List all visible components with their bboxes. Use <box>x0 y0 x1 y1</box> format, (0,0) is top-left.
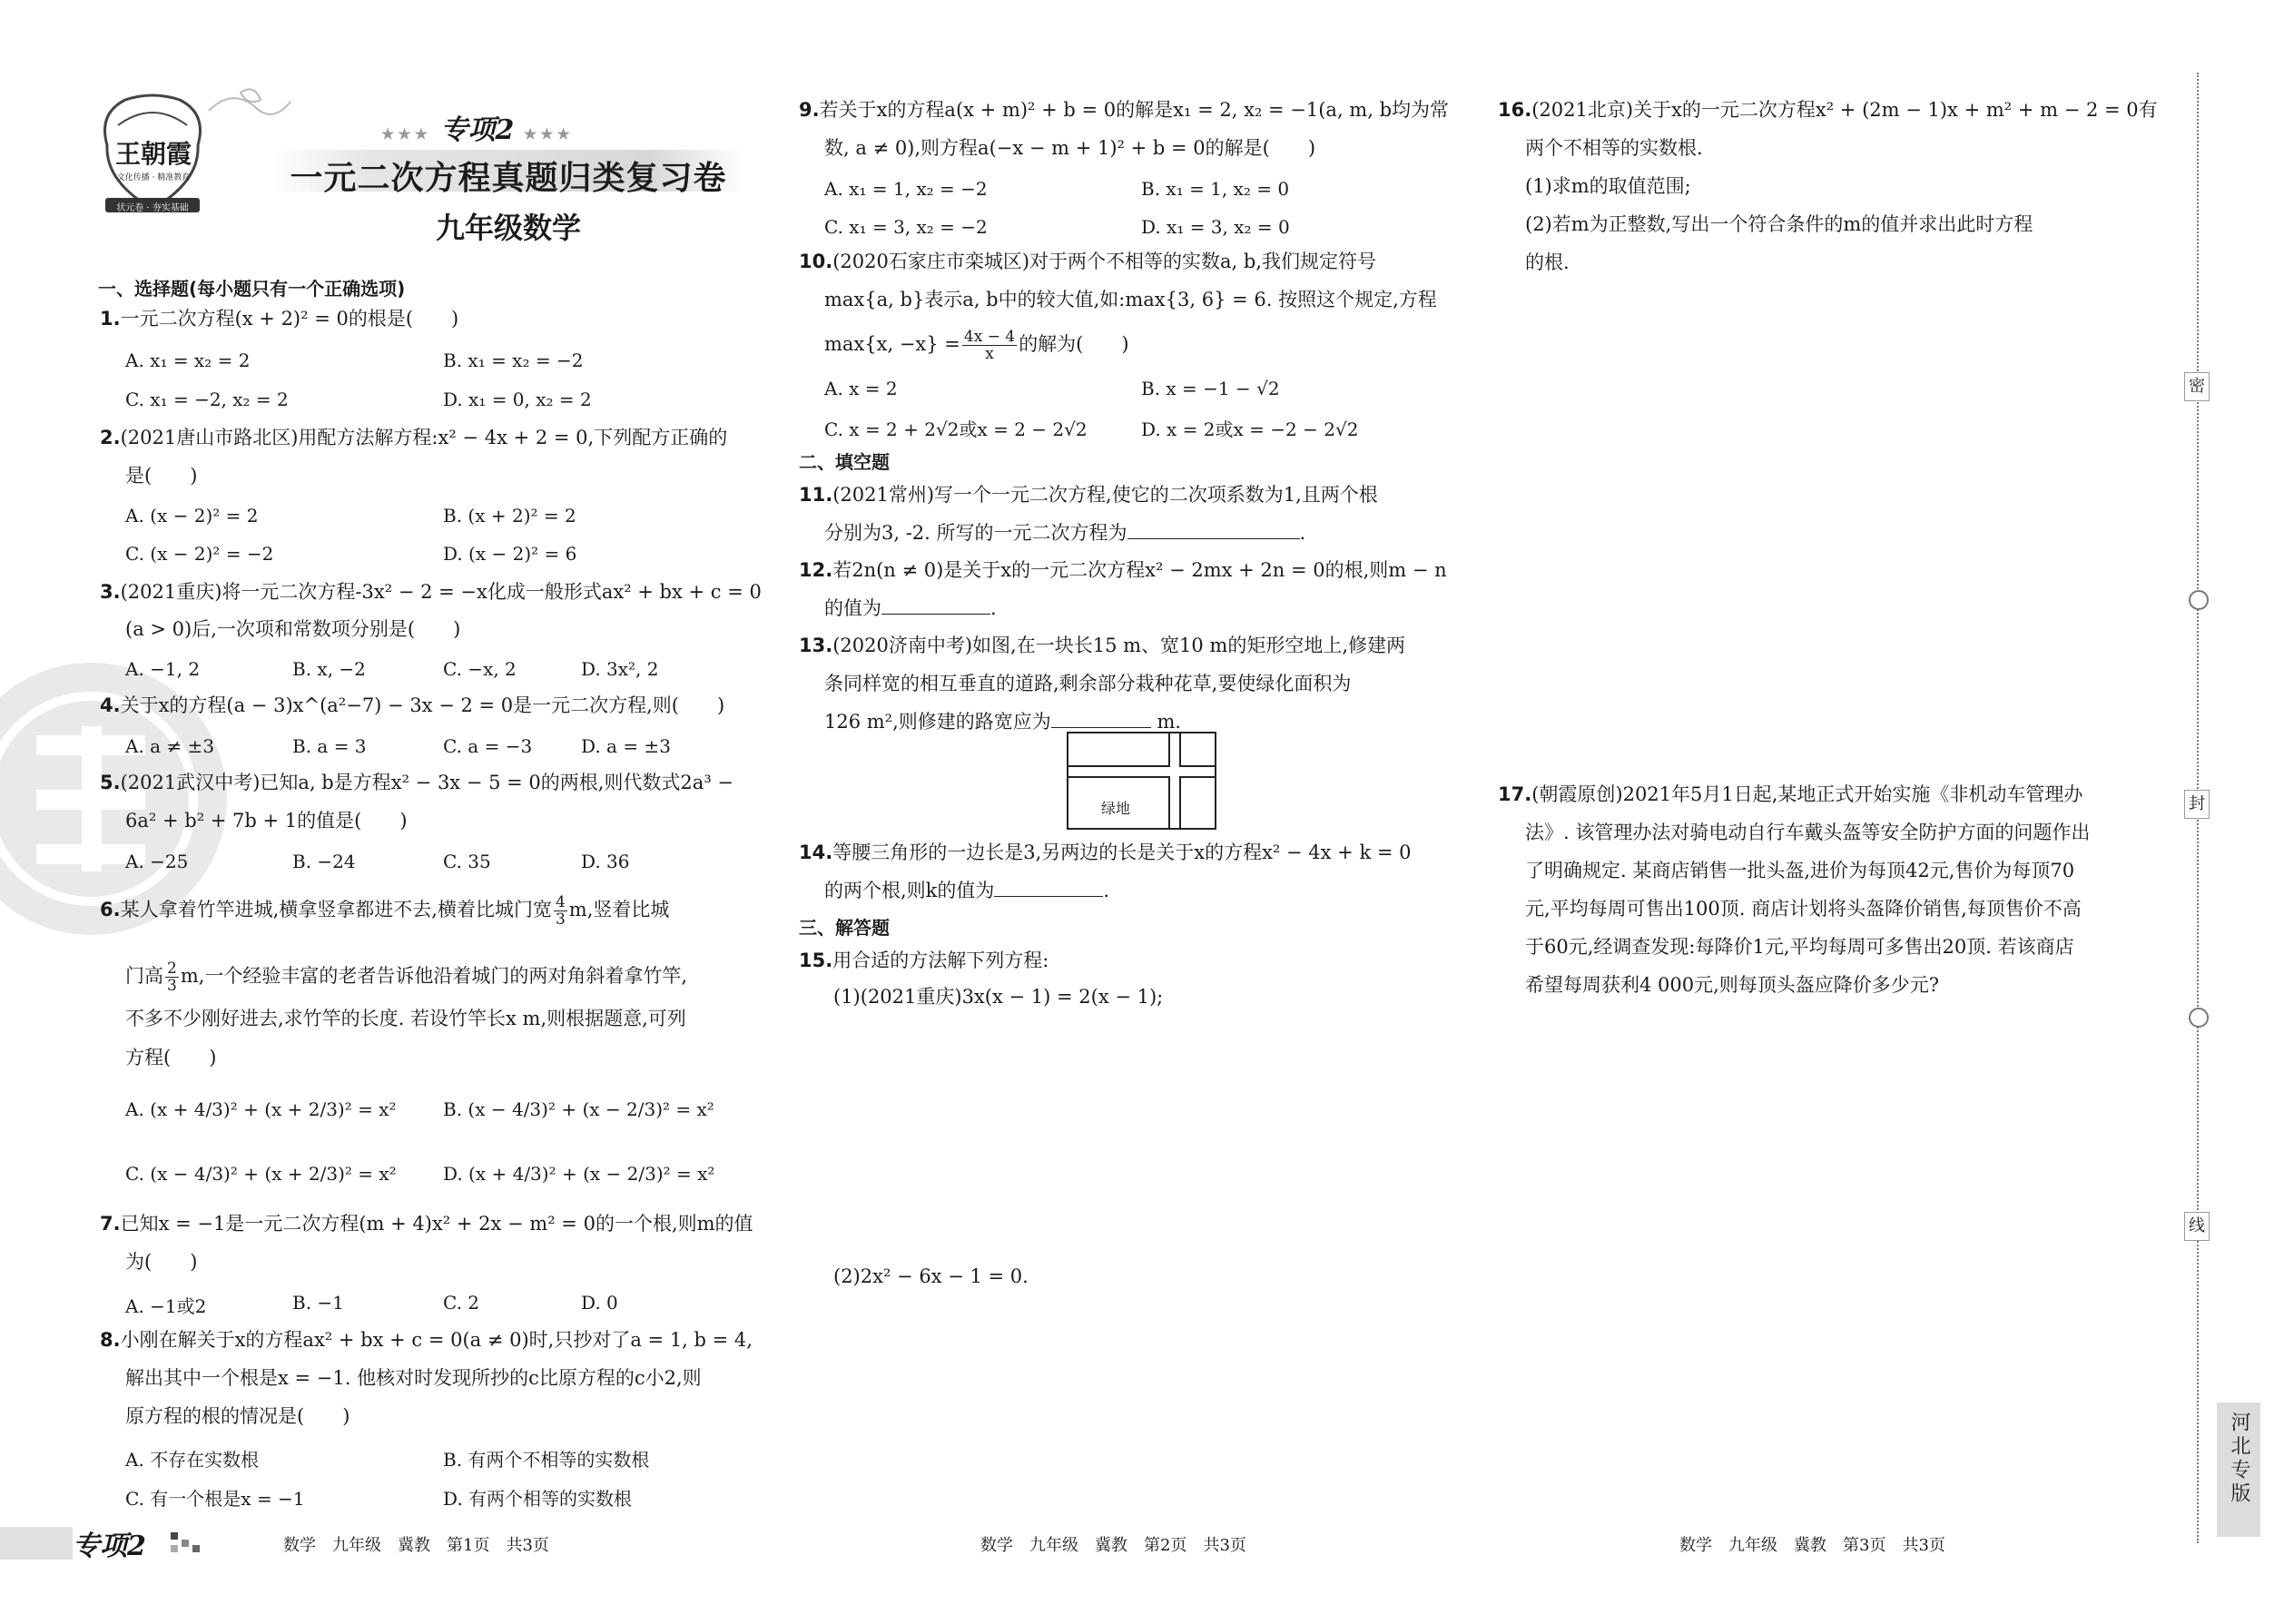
q7-option-b[interactable]: B. −1 <box>292 1292 344 1314</box>
binding-label-feng: 封 <box>2184 790 2210 819</box>
q1-option-a[interactable]: A. x₁ = x₂ = 2 <box>125 349 251 371</box>
q6-option-d[interactable]: D. (x + 4/3)² + (x − 2/3)² = x² <box>443 1163 715 1185</box>
logo-text: 王朝霞 <box>114 139 192 169</box>
q2-option-b[interactable]: B. (x + 2)² = 2 <box>443 505 576 527</box>
footer-page-2: 数学 九年级 冀教 第2页 共3页 <box>980 1536 1246 1555</box>
q6-option-c[interactable]: C. (x − 4/3)² + (x + 2/3)² = x² <box>125 1163 397 1185</box>
footer-badge-bar <box>0 1527 73 1560</box>
q10-option-b[interactable]: B. x = −1 − √2 <box>1141 378 1280 399</box>
q5-option-d[interactable]: D. 36 <box>581 851 630 872</box>
section-solve-heading: 三、解答题 <box>799 917 890 939</box>
answer-blank[interactable] <box>1051 709 1151 728</box>
section-choice-heading: 一、选择题(每小题只有一个正确选项) <box>98 278 406 300</box>
q7-option-d[interactable]: D. 0 <box>581 1292 618 1314</box>
q4-option-b[interactable]: B. a = 3 <box>292 735 367 757</box>
q8-option-a[interactable]: A. 不存在实数根 <box>125 1449 260 1471</box>
q15-part-2: (2)2x² − 6x − 1 = 0. <box>833 1265 1029 1287</box>
fraction: $\frac{4x - 4}{x}$ <box>963 328 1016 363</box>
q2-option-a[interactable]: A. (x − 2)² = 2 <box>125 505 259 527</box>
q4-option-a[interactable]: A. a ≠ ±3 <box>125 735 215 757</box>
q7-option-a[interactable]: A. −1或2 <box>125 1295 207 1317</box>
fraction: $\frac{4}{3}$ <box>555 893 566 929</box>
q3-option-d[interactable]: D. 3x², 2 <box>581 658 659 680</box>
ribbon-decoration-icon <box>204 84 295 138</box>
header-badge: ★★★ 专项2 ★★★ <box>381 114 574 146</box>
logo-subtext: 文化传播 · 精准教育 <box>116 173 191 182</box>
binding-label-mi: 密 <box>2184 372 2210 401</box>
q3-option-c[interactable]: C. −x, 2 <box>443 658 517 680</box>
edition-tag: 河北专版 <box>2217 1403 2260 1537</box>
q10-option-a[interactable]: A. x = 2 <box>824 378 898 399</box>
q1-option-b[interactable]: B. x₁ = x₂ = −2 <box>443 349 584 371</box>
q8-option-c[interactable]: C. 有一个根是x = −1 <box>125 1488 305 1510</box>
footer-page-1: 数学 九年级 冀教 第1页 共3页 <box>283 1536 549 1555</box>
q1-option-d[interactable]: D. x₁ = 0, x₂ = 2 <box>443 389 592 410</box>
q9-option-a[interactable]: A. x₁ = 1, x₂ = −2 <box>824 178 988 200</box>
q8-option-d[interactable]: D. 有两个相等的实数根 <box>443 1488 633 1510</box>
q4-option-c[interactable]: C. a = −3 <box>443 735 533 757</box>
q6-option-a[interactable]: A. (x + 4/3)² + (x + 2/3)² = x² <box>125 1098 397 1120</box>
answer-blank[interactable] <box>1127 520 1300 539</box>
q5-option-a[interactable]: A. −25 <box>125 851 189 872</box>
section-fill-heading: 二、填空题 <box>799 451 890 473</box>
q8-option-b[interactable]: B. 有两个不相等的实数根 <box>443 1449 650 1471</box>
q3-option-a[interactable]: A. −1, 2 <box>125 658 201 680</box>
q2-option-d[interactable]: D. (x − 2)² = 6 <box>443 543 577 565</box>
page-subtitle: 九年级数学 <box>435 211 581 245</box>
q5-option-c[interactable]: C. 35 <box>443 851 491 872</box>
q9-option-c[interactable]: C. x₁ = 3, x₂ = −2 <box>824 216 988 238</box>
page-title: 一元二次方程真题归类复习卷 <box>290 159 727 197</box>
q2-option-c[interactable]: C. (x − 2)² = −2 <box>125 543 274 565</box>
q10-option-d[interactable]: D. x = 2或x = −2 − 2√2 <box>1141 418 1359 440</box>
binding-hole-icon <box>2189 590 2209 610</box>
q3-option-b[interactable]: B. x, −2 <box>292 658 366 680</box>
answer-blank[interactable] <box>881 595 990 615</box>
footer-page-3: 数学 九年级 冀教 第3页 共3页 <box>1679 1536 1945 1555</box>
logo-ribbon: 状元卷 · 夯实基础 <box>116 203 189 213</box>
q5-option-b[interactable]: B. −24 <box>292 851 356 872</box>
logo <box>98 91 207 216</box>
road-diagram <box>1067 732 1216 830</box>
q6-option-b[interactable]: B. (x − 4/3)² + (x − 2/3)² = x² <box>443 1098 714 1120</box>
binding-label-xian: 线 <box>2184 1212 2210 1241</box>
binding-hole-icon <box>2189 1008 2209 1028</box>
q7-option-c[interactable]: C. 2 <box>443 1292 480 1314</box>
q10-option-c[interactable]: C. x = 2 + 2√2或x = 2 − 2√2 <box>824 418 1088 440</box>
q15-part-1: (1)(2021重庆)3x(x − 1) = 2(x − 1); <box>833 986 1164 1008</box>
footer-badge: 专项2 <box>73 1530 146 1562</box>
fraction: $\frac{2}{3}$ <box>167 960 177 995</box>
q1-option-c[interactable]: C. x₁ = −2, x₂ = 2 <box>125 389 289 410</box>
q9-option-b[interactable]: B. x₁ = 1, x₂ = 0 <box>1141 178 1290 200</box>
footer-dots-icon <box>171 1532 207 1554</box>
q9-option-d[interactable]: D. x₁ = 3, x₂ = 0 <box>1141 216 1290 238</box>
answer-blank[interactable] <box>994 878 1103 897</box>
diagram-label-greenland: 绿地 <box>1101 800 1131 817</box>
q4-option-d[interactable]: D. a = ±3 <box>581 735 671 757</box>
